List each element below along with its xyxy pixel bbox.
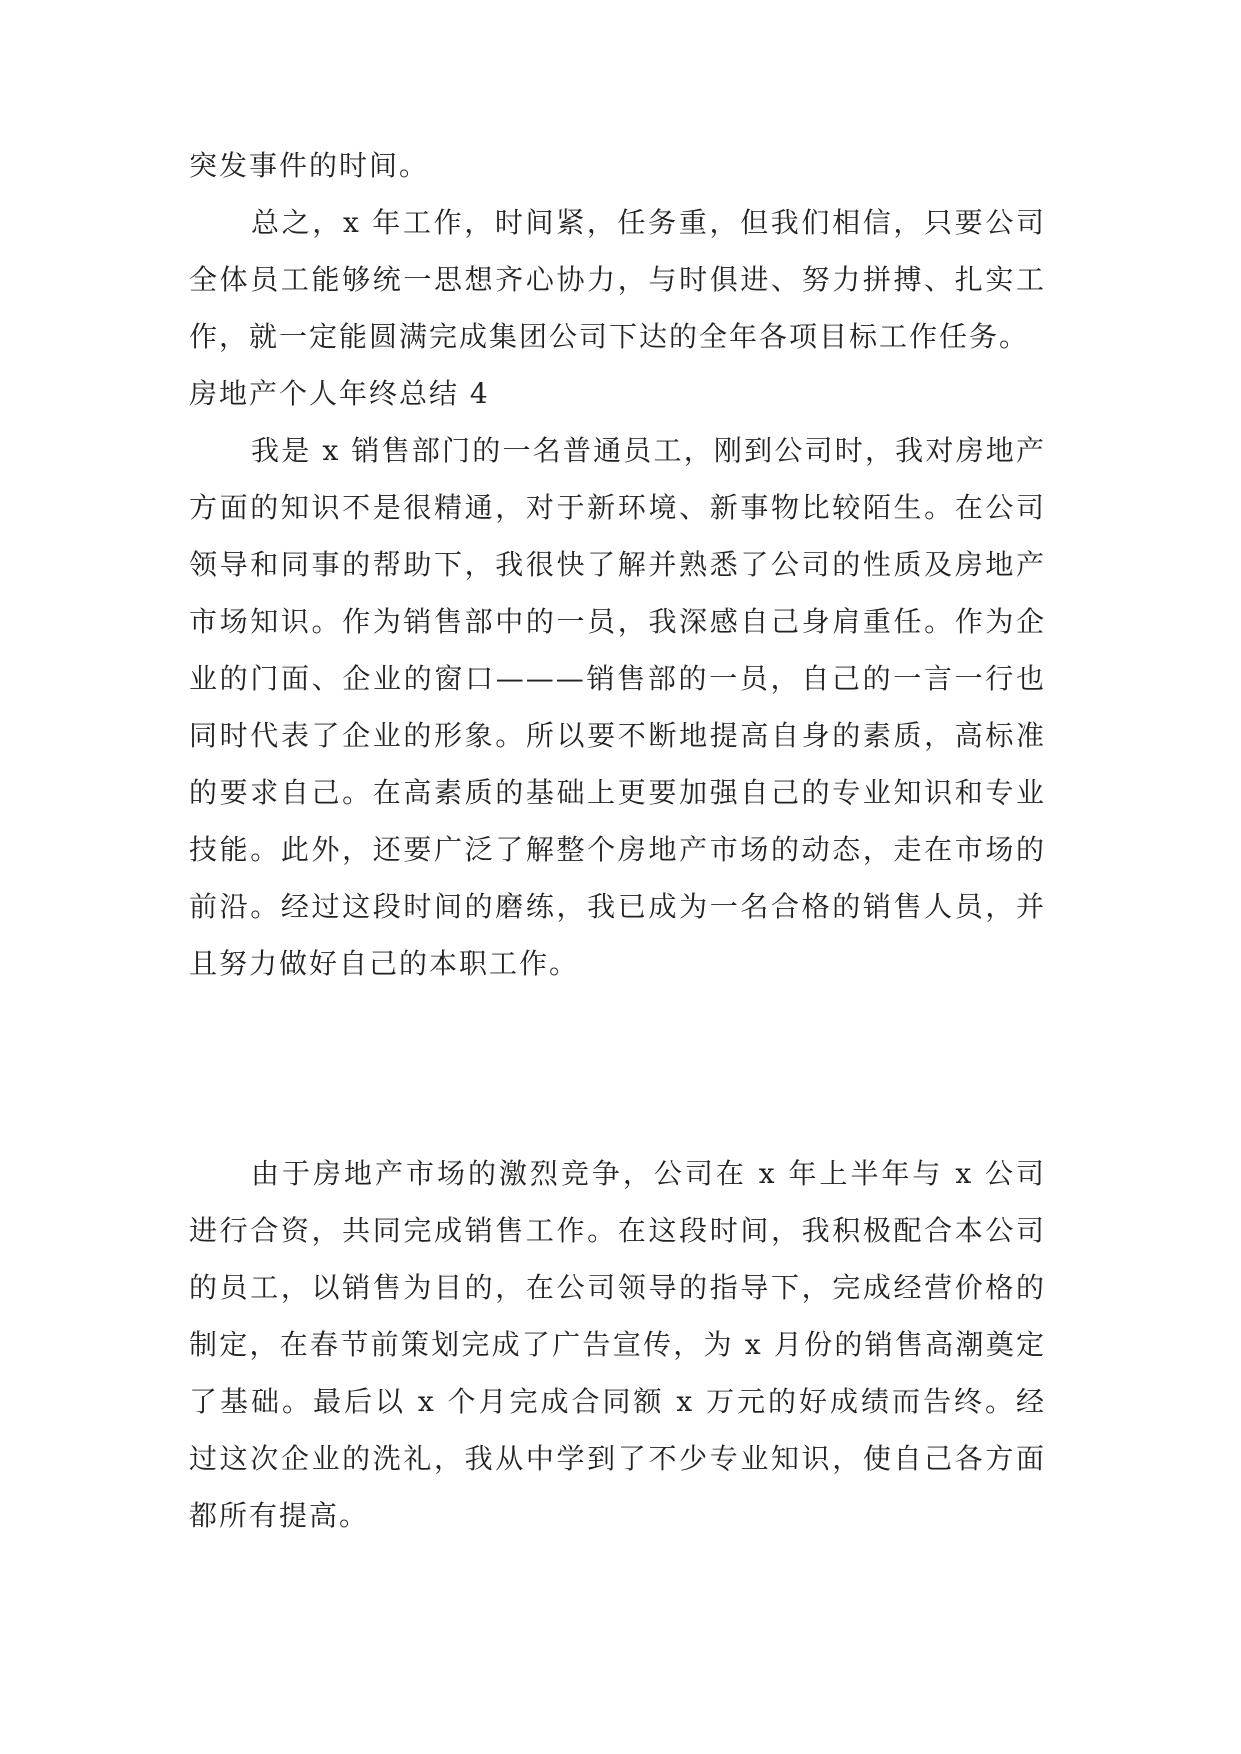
section-heading: 房地产个人年终总结 4 — [189, 377, 490, 410]
document-body-continued — [189, 1145, 1046, 1544]
paragraph-market: 由于房地产市场的激烈竞争，公司在 x 年上半年与 x 公司进行合资，共同完成销售工作。在这段时间，我积极配合本公司的员工，以销售为目的，在公司领导的指导下，完成经营价格的制定，在春节前策划完成了广告宣传，为 x 月份的销售高潮奠定了基础。最后以 x 个月完成合同额 x 万元的好成绩而告终。经过这次企业的洗礼，我从中学到了不少专业知识，使自己各方面都所有提高。 — [189, 1157, 1046, 1532]
paragraph-intro: 我是 x 销售部门的一名普通员工，刚到公司时，我对房地产方面的知识不是很精通，对于新环境、新事物比较陌生。在公司领导和同事的帮助下，我很快了解并熟悉了公司的性质及房地产市场知识。作为销售部中的一员，我深感自己身肩重任。作为企业的门面、企业的窗口———销售部的一员，自己的一言一行也同时代表了企业的形象。所以要不断地提高自身的素质，高标准的要求自己。在高素质的基础上更要加强自己的专业知识和专业技能。此外，还要广泛了解整个房地产市场的动态，走在市场的前沿。经过这段时间的磨练，我已成为一名合格的销售人员，并且努力做好自己的本职工作。 — [189, 434, 1046, 980]
paragraph-continuation: 突发事件的时间。 — [189, 149, 430, 182]
paragraph-summary: 总之，x 年工作，时间紧，任务重，但我们相信，只要公司全体员工能够统一思想齐心协力，与时俱进、努力拼搏、扎实工作，就一定能圆满完成集团公司下达的全年各项目标工作任务。 — [189, 206, 1046, 353]
document-body — [189, 137, 1046, 992]
